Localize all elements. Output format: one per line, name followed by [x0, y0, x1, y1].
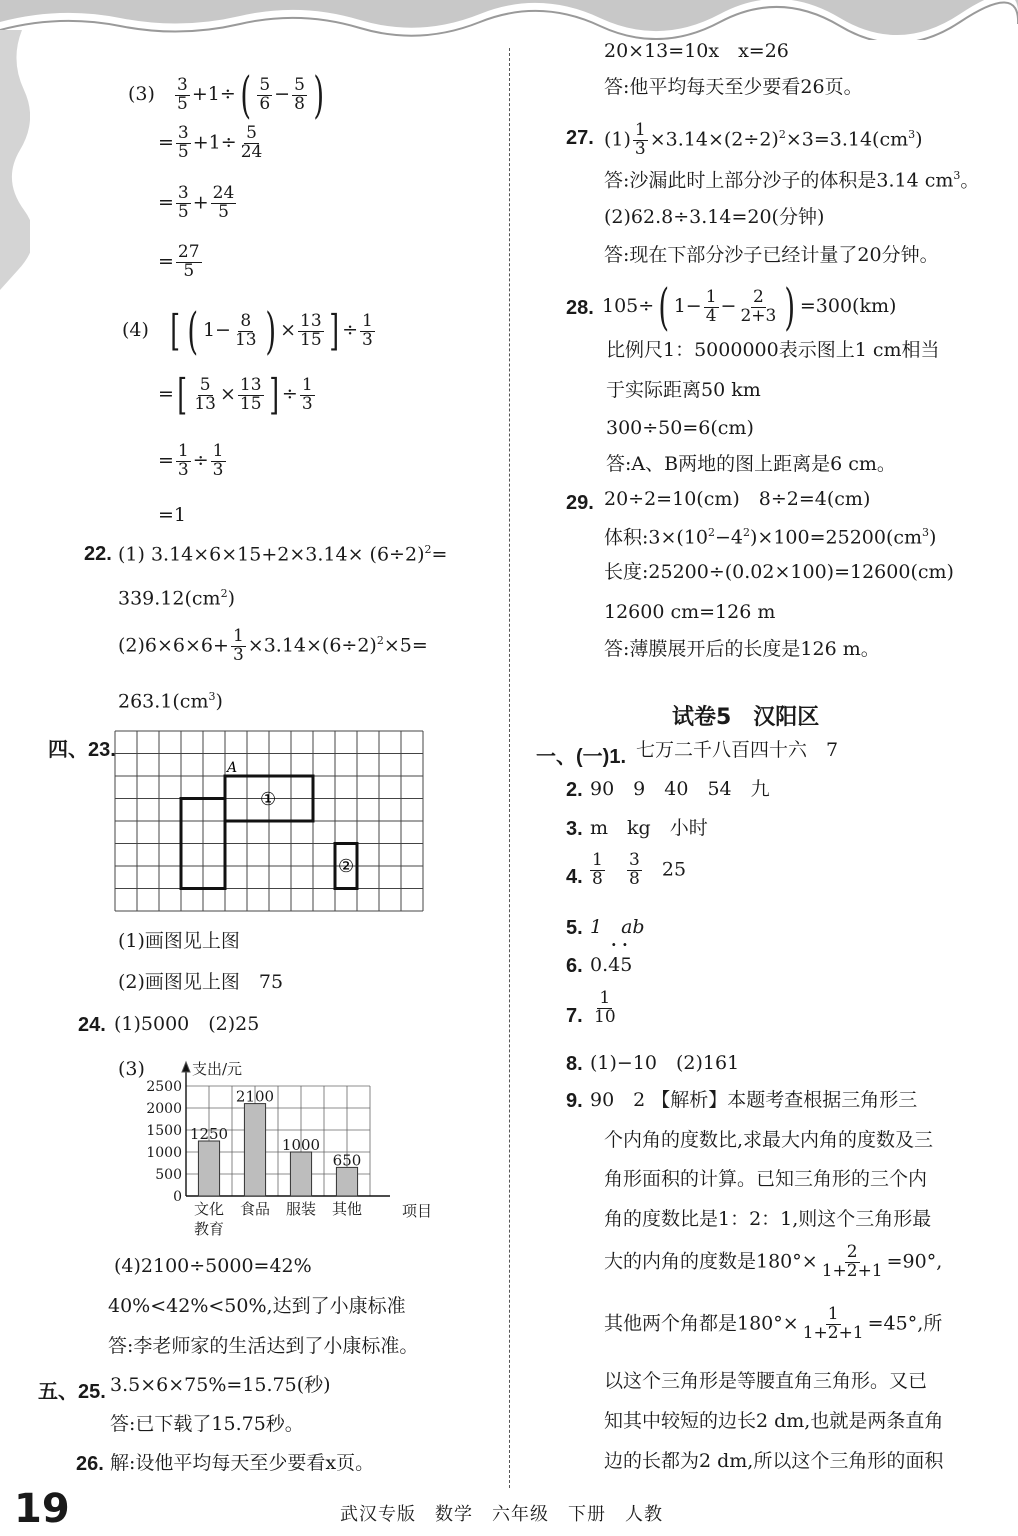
s5-answer: 1 ab — [590, 916, 645, 938]
q24-line6: 答:李老师家的生活达到了小康标准。 — [108, 1335, 419, 1357]
q25-line2: 答:已下载了15.75秒。 — [110, 1413, 304, 1435]
q21-3-line4: = $\frac{27}{5}$ — [158, 242, 200, 281]
s9-line8: 知其中较短的边长2 dm,也就是两条直角 — [604, 1410, 944, 1432]
footer-text: 武汉专版 数学 六年级 下册 人教 — [340, 1504, 663, 1525]
s9-line2: 个内角的度数比,求最大内角的度数及三 — [604, 1129, 934, 1151]
s9-line5: 大的内角的度数是180°× $\frac{2}{1+2+1}$ =90°, — [604, 1242, 943, 1281]
q26-line1: 解:设他平均每天至少要看x页。 — [110, 1452, 375, 1474]
q21-4-line2: =[ $\frac{5}{13}$ × $\frac{13}{15}$ ] ÷ $\frac{1}{3}$ — [158, 370, 313, 419]
q23-grid-figure — [112, 728, 432, 914]
q27-line3: (2)62.8÷3.14=20(分钟) — [604, 206, 825, 228]
chart-ytick-label: 2500 — [146, 1079, 182, 1095]
chart-ytick-label: 1000 — [146, 1145, 182, 1161]
chart-category-label: 文化 — [193, 1200, 225, 1218]
q28-number: 28. — [566, 297, 594, 319]
q27-number: 27. — [566, 127, 594, 149]
q29-number: 29. — [566, 492, 594, 514]
chart-category-label: 其他 — [331, 1200, 363, 1218]
s6-number: 6. — [566, 955, 583, 977]
s9-number: 9. — [566, 1090, 583, 1112]
chart-y-arrow — [182, 1062, 190, 1072]
chart-x-axis-label: 项目 — [402, 1202, 433, 1220]
q21-4-line4: =1 — [158, 504, 187, 526]
s9-line6: 其他两个角都是180°× $\frac{1}{1+2+1}$ =45°,所 — [604, 1304, 943, 1343]
q24-number: 24. — [78, 1014, 106, 1036]
q25-line1: 3.5×6×75%=15.75(秒) — [110, 1374, 331, 1396]
q22-line3: (2)6×6×6+ $\frac{1}{3}$ $\times 3.14\times(6\div 2)^2\times 5=$ — [118, 626, 428, 665]
q27-line1: (1) $\frac{1}{3}$ $\times 3.14\times(2\div 2)^2\times 3=3.14(cm^3)$ — [604, 120, 923, 159]
chart-category-label: 食品 — [239, 1200, 271, 1218]
q24-line1: (1)5000 (2)25 — [114, 1013, 260, 1035]
q28-line5: 答:A、B两地的图上距离是6 cm。 — [606, 453, 896, 475]
s9-line9: 边的长都为2 dm,所以这个三角形的面积 — [604, 1450, 944, 1472]
q22-line4: $263.1(cm^3)$ — [118, 690, 223, 713]
chart-bar — [244, 1104, 265, 1196]
chart-ytick-label: 1500 — [146, 1123, 182, 1139]
q26-number: 26. — [76, 1453, 104, 1475]
section-title: 试卷5 汉阳区 — [672, 705, 820, 730]
chart-y-axis-label: 支出/元 — [192, 1060, 243, 1078]
chart-category-label: 服装 — [285, 1200, 317, 1218]
q29-line3: 长度:25200÷(0.02×100)=12600(cm) — [604, 561, 954, 583]
chart-bar — [290, 1152, 311, 1196]
s1-number: 一、(一)1. — [536, 746, 626, 768]
chart-value-label: 1250 — [189, 1125, 229, 1143]
s4-number: 4. — [566, 866, 583, 888]
q28-line4: 300÷50=6(cm) — [606, 417, 754, 439]
q21-3-line2: = $\frac{3}{5}$ +1÷ $\frac{5}{24}$ — [158, 123, 263, 162]
q21-4-line3: = $\frac{1}{3}$ ÷ $\frac{1}{3}$ — [158, 441, 224, 480]
column-divider — [509, 48, 510, 1488]
s8-answer: (1)−10 (2)161 — [590, 1052, 740, 1074]
page-number: 19 — [14, 1486, 70, 1532]
chart-ytick-label: 0 — [173, 1189, 182, 1205]
s9-line4: 角的度数比是1：2：1,则这个三角形最 — [604, 1208, 932, 1230]
label-circle-2: ② — [338, 856, 355, 877]
s5-number: 5. — [566, 917, 583, 939]
header-decoration — [0, 0, 1018, 40]
q29-line1: 20÷2=10(cm) 8÷2=4(cm) — [604, 488, 871, 510]
chart-ytick-label: 500 — [155, 1167, 182, 1183]
q25-number: 五、25. — [38, 1381, 106, 1403]
s1-line1: 七万二千八百四十六 7 — [636, 739, 839, 761]
q24-line5: 40%<42%<50%,达到了小康标准 — [108, 1295, 406, 1317]
s2-answer: 90 9 40 54 九 — [590, 778, 770, 800]
q21-4-line1: (4) [ ( 1− $\frac{8}{13}$ ) × $\frac{13}{15}$ ] ÷ $\frac{1}{3}$ — [122, 302, 373, 360]
s6-answer: 0.45 — [590, 954, 633, 976]
s3-answer: m kg 小时 — [590, 817, 708, 839]
s4-answer: $\frac{1}{8}$ $\frac{3}{8}$ 25 — [592, 850, 687, 889]
q27-line2: 答:沙漏此时上部分沙子的体积是3.14 $cm^3$。 — [604, 169, 980, 192]
s8-number: 8. — [566, 1053, 583, 1075]
q29-line2: 体积$:3\times(10^2-4^2)\times 100=25200(cm^3)$ — [604, 526, 937, 549]
s9-line1: 90 2 【解析】本题考查根据三角形三 — [590, 1089, 918, 1111]
q21-3-line3: = $\frac{3}{5}$ + $\frac{24}{5}$ — [158, 183, 235, 222]
repeating-dots: · · — [611, 935, 628, 954]
s7-number: 7. — [566, 1005, 583, 1027]
q28-line3: 于实际距离50 km — [606, 379, 761, 401]
chart-value-label: 650 — [332, 1151, 362, 1170]
label-a: A — [227, 760, 238, 776]
q26-line3: 答:他平均每天至少要看26页。 — [604, 76, 863, 98]
q29-line4: 12600 cm=126 m — [604, 601, 776, 623]
q27-line4: 答:现在下部分沙子已经计量了20分钟。 — [604, 244, 939, 266]
chart-category-label: 教育 — [193, 1220, 225, 1238]
chart-value-label: 1000 — [281, 1136, 321, 1154]
q22-line2: $339.12(cm^2)$ — [118, 587, 235, 610]
q26-line2: 20×13=10x x=26 — [604, 40, 789, 62]
q23-answer-2: (2)画图见上图 75 — [118, 971, 284, 993]
q23-number: 四、23. — [48, 739, 116, 761]
chart-bar — [198, 1141, 219, 1196]
chart-ytick-label: 2000 — [146, 1101, 182, 1117]
q21-3-line1: (3) $\frac{3}{5}$ +1÷( $\frac{5}{6}$ − $\frac{5}{8}$ ) — [128, 66, 325, 124]
q22-line1: (1) $3.14\times 6\times 15+2\times 3.14\times (6\div 2)^2=$ — [118, 543, 448, 566]
chart-text — [146, 1060, 432, 1238]
side-decoration — [0, 30, 30, 290]
s9-line7: 以这个三角形是等腰直角三角形。又已 — [604, 1370, 928, 1392]
q24-line2: (3) — [118, 1058, 145, 1080]
q29-line5: 答:薄膜展开后的长度是126 m。 — [604, 638, 880, 660]
q22-number: 22. — [84, 543, 112, 565]
chart-bar — [336, 1167, 357, 1196]
q24-line4: (4)2100÷5000=42% — [114, 1255, 312, 1277]
q23-answer-1: (1)画图见上图 — [118, 930, 240, 952]
s2-number: 2. — [566, 779, 583, 801]
q24-bar-chart — [140, 1056, 450, 1246]
q28-line1: 105÷( 1− $\frac{1}{4}$ − $\frac{2}{2+3}$ ) =300(km) — [602, 278, 897, 336]
chart-value-label: 2100 — [235, 1087, 275, 1106]
label-circle-1: ① — [260, 789, 277, 810]
q28-line2: 比例尺1：5000000表示图上1 cm相当 — [606, 339, 940, 361]
s3-number: 3. — [566, 818, 583, 840]
s7-answer: $\frac{1}{10}$ — [594, 988, 616, 1027]
s9-line3: 角形面积的计算。已知三角形的三个内 — [604, 1168, 928, 1190]
